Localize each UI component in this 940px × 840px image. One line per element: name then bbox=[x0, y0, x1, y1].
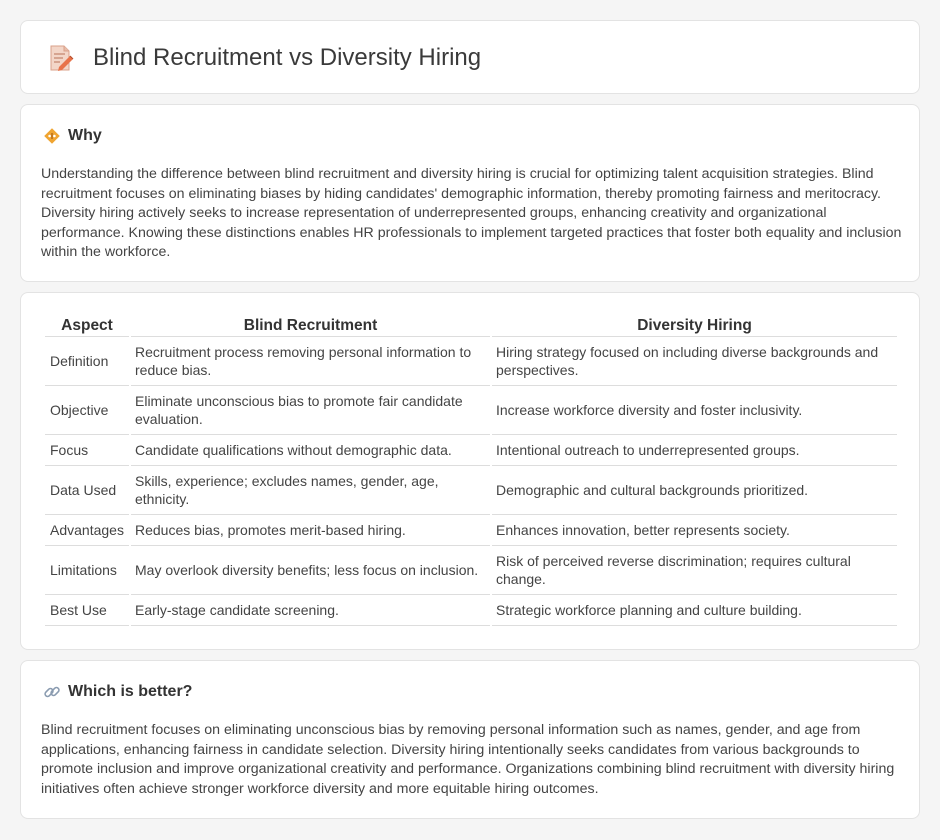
aspect-cell: Focus bbox=[45, 435, 129, 466]
diversity-cell: Hiring strategy focused on including diverse backgrounds and perspectives. bbox=[492, 337, 897, 386]
why-header bbox=[43, 127, 102, 145]
better-header bbox=[43, 683, 192, 701]
blind-cell: Candidate qualifications without demographic data. bbox=[131, 435, 490, 466]
table-row bbox=[45, 466, 897, 515]
comparison-section bbox=[20, 292, 920, 650]
diversity-cell: Demographic and cultural backgrounds prioritized. bbox=[492, 466, 897, 515]
why-section bbox=[20, 104, 920, 282]
diversity-cell: Strategic workforce planning and culture building. bbox=[492, 595, 897, 626]
diversity-cell: Enhances innovation, better represents society. bbox=[492, 515, 897, 546]
column-header-blind-recruitment: Blind Recruitment bbox=[131, 315, 490, 337]
table-row bbox=[45, 435, 897, 466]
aspect-cell: Best Use bbox=[45, 595, 129, 626]
diversity-cell: Increase workforce diversity and foster inclusivity. bbox=[492, 386, 897, 435]
why-title: Why bbox=[68, 127, 102, 144]
aspect-cell: Data Used bbox=[45, 466, 129, 515]
table-header-row bbox=[45, 315, 897, 337]
better-text: Blind recruitment focuses on eliminating unconscious bias by removing personal information such as names, gender, and age from applications, enhancing fairness in candidate selection. Diversity hiring intentionally seeks candidates from various backgrounds to promote inclusion and improve organizational creativity and performance. Organizations combining blind recruitment with diversity hiring initiatives often achieve stronger workforce diversity and more equitable hiring outcomes. bbox=[41, 722, 895, 797]
better-title: Which is better? bbox=[68, 683, 193, 700]
table-row bbox=[45, 386, 897, 435]
diamond-icon bbox=[43, 127, 61, 145]
why-text: Understanding the difference between blind recruitment and diversity hiring is crucial for optimizing talent acquisition strategies. Blind recruitment focuses on eliminating biases by hiding candidates' demographic information, thereby promoting fairness and meritocracy. Diversity hiring actively seeks to increase representation of underrepresented groups, enhancing creativity and organizational performance. Knowing these distinctions enables HR professionals to implement targeted practices that foster both equality and inclusion within the workforce. bbox=[41, 166, 902, 261]
table-row bbox=[45, 546, 897, 595]
blind-cell: Reduces bias, promotes merit-based hiring. bbox=[131, 515, 490, 546]
table-row bbox=[45, 515, 897, 546]
aspect-cell: Limitations bbox=[45, 546, 129, 595]
diversity-cell: Intentional outreach to underrepresented groups. bbox=[492, 435, 897, 466]
title-row bbox=[45, 43, 481, 73]
link-icon bbox=[43, 683, 61, 701]
column-header-diversity-hiring: Diversity Hiring bbox=[492, 315, 897, 337]
blind-cell: Skills, experience; excludes names, gender, age, ethnicity. bbox=[131, 466, 490, 515]
diversity-cell: Risk of perceived reverse discrimination; requires cultural change. bbox=[492, 546, 897, 595]
blind-cell: Early-stage candidate screening. bbox=[131, 595, 490, 626]
blind-cell: Recruitment process removing personal information to reduce bias. bbox=[131, 337, 490, 386]
table-row bbox=[45, 337, 897, 386]
which-is-better-section bbox=[20, 660, 920, 819]
header-card bbox=[20, 20, 920, 94]
page-title: Blind Recruitment vs Diversity Hiring bbox=[93, 44, 482, 71]
blind-cell: May overlook diversity benefits; less focus on inclusion. bbox=[131, 546, 490, 595]
table-row bbox=[45, 595, 897, 626]
column-header-aspect: Aspect bbox=[45, 315, 129, 337]
aspect-cell: Advantages bbox=[45, 515, 129, 546]
aspect-cell: Definition bbox=[45, 337, 129, 386]
aspect-cell: Objective bbox=[45, 386, 129, 435]
memo-pencil-icon bbox=[45, 43, 75, 73]
blind-cell: Eliminate unconscious bias to promote fair candidate evaluation. bbox=[131, 386, 490, 435]
comparison-table bbox=[43, 315, 899, 626]
